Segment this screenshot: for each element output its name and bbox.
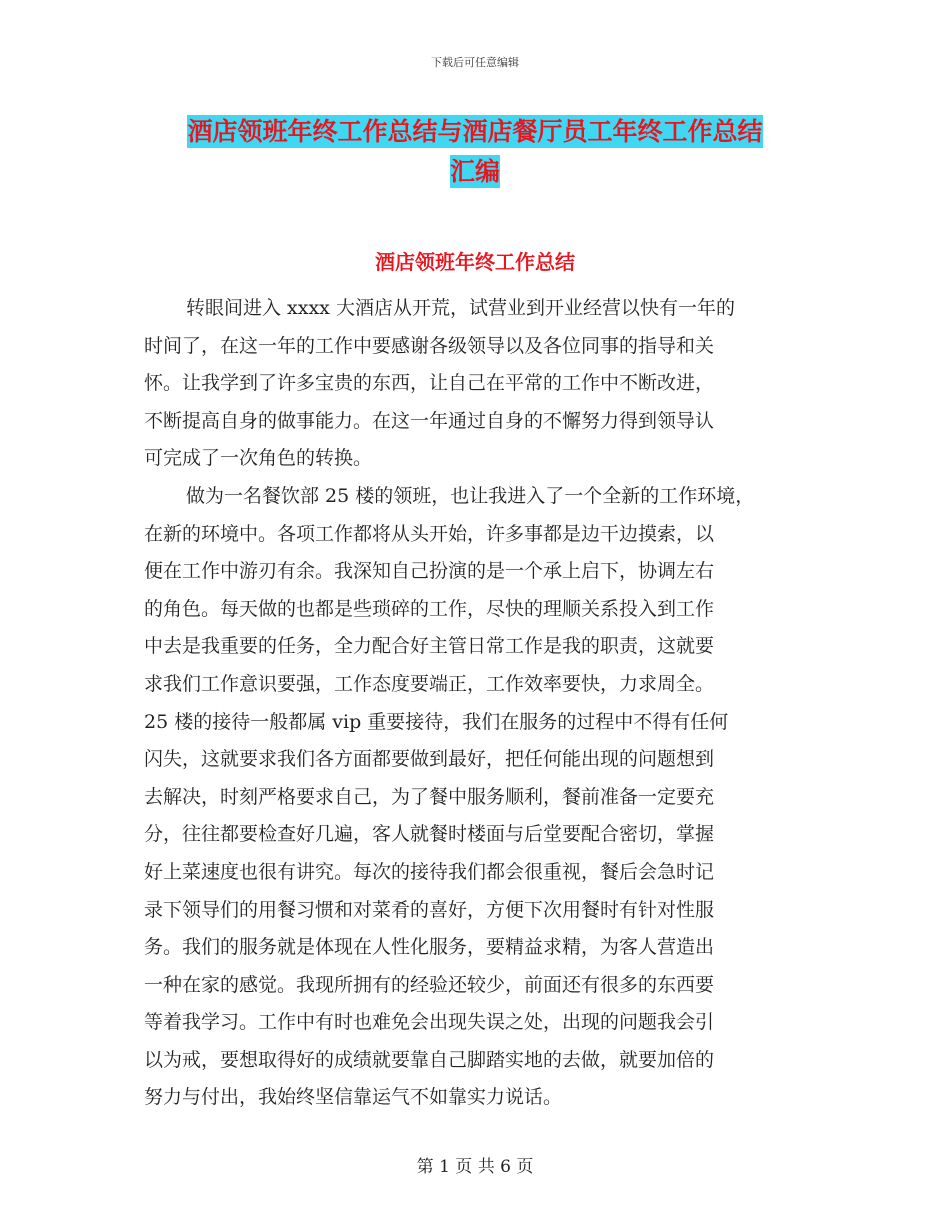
paragraph-line: 不断提高自身的做事能力。在这一年通过自身的不懈努力得到领导认 — [144, 409, 715, 432]
paragraph-line: 求我们工作意识要强，工作态度要端正，工作效率要快，力求周全。 — [144, 672, 715, 695]
document-title-line-2: 汇编 — [449, 157, 500, 186]
paragraph-line: 25 楼的接待一般都属 vip 重要接待，我们在服务的过程中不得有任何 — [144, 710, 729, 733]
paragraph-line: 务。我们的服务就是体现在人性化服务，要精益求精，为客人营造出 — [144, 936, 715, 959]
header-note: 下载后可任意编辑 — [431, 56, 519, 69]
paragraph-line: 转眼间进入 xxxx 大酒店从开荒，试营业到开业经营以快有一年的 — [186, 297, 735, 319]
paragraph-line: 去解决，时刻严格要求自己，为了餐中服务顺利，餐前准备一定要充 — [144, 785, 715, 808]
paragraph-line: 闪失，这就要求我们各方面都要做到最好，把任何能出现的问题想到 — [144, 748, 715, 771]
paragraph-line: 怀。让我学到了许多宝贵的东西，让自己在平常的工作中不断改进， — [144, 372, 715, 395]
body-text — [144, 290, 824, 1117]
paragraph-line: 努力与付出，我始终坚信靠运气不如靠实力说话。 — [144, 1086, 563, 1109]
paragraph-line: 中去是我重要的任务，全力配合好主管日常工作是我的职责，这就要 — [144, 635, 715, 658]
paragraph-line: 以为戒，要想取得好的成绩就要靠自己脚踏实地的去做，就要加倍的 — [144, 1048, 715, 1071]
section-title: 酒店领班年终工作总结 — [375, 250, 575, 274]
page-footer: 第 1 页 共 6 页 — [416, 1157, 534, 1177]
document-title-line-1: 酒店领班年终工作总结与酒店餐厅员工年终工作总结 — [187, 117, 763, 146]
paragraph-line: 一种在家的感觉。我现所拥有的经验还较少，前面还有很多的东西要 — [144, 973, 715, 996]
document-title — [0, 112, 950, 192]
paragraph-line: 在新的环境中。各项工作都将从头开始，许多事都是边干边摸索，以 — [144, 522, 715, 545]
paragraph-line: 做为一名餐饮部 25 楼的领班，也让我进入了一个全新的工作环境， — [186, 484, 755, 507]
paragraph-line: 好上菜速度也很有讲究。每次的接待我们都会很重视，餐后会急时记 — [144, 860, 715, 883]
paragraph-line: 可完成了一次角色的转换。 — [144, 447, 373, 470]
paragraph-line: 的角色。每天做的也都是些琐碎的工作，尽快的理顺关系投入到工作 — [144, 597, 715, 620]
paragraph-line: 等着我学习。工作中有时也难免会出现失误之处，出现的问题我会引 — [144, 1011, 715, 1034]
paragraph-line: 时间了，在这一年的工作中要感谢各级领导以及各位同事的指导和关 — [144, 334, 715, 357]
paragraph-line: 分，往往都要检查好几遍，客人就餐时楼面与后堂要配合密切，掌握 — [144, 823, 715, 846]
paragraph-line: 便在工作中游刃有余。我深知自己扮演的是一个承上启下，协调左右 — [144, 560, 715, 583]
paragraph-line: 录下领导们的用餐习惯和对菜肴的喜好，方便下次用餐时有针对性服 — [144, 898, 715, 921]
